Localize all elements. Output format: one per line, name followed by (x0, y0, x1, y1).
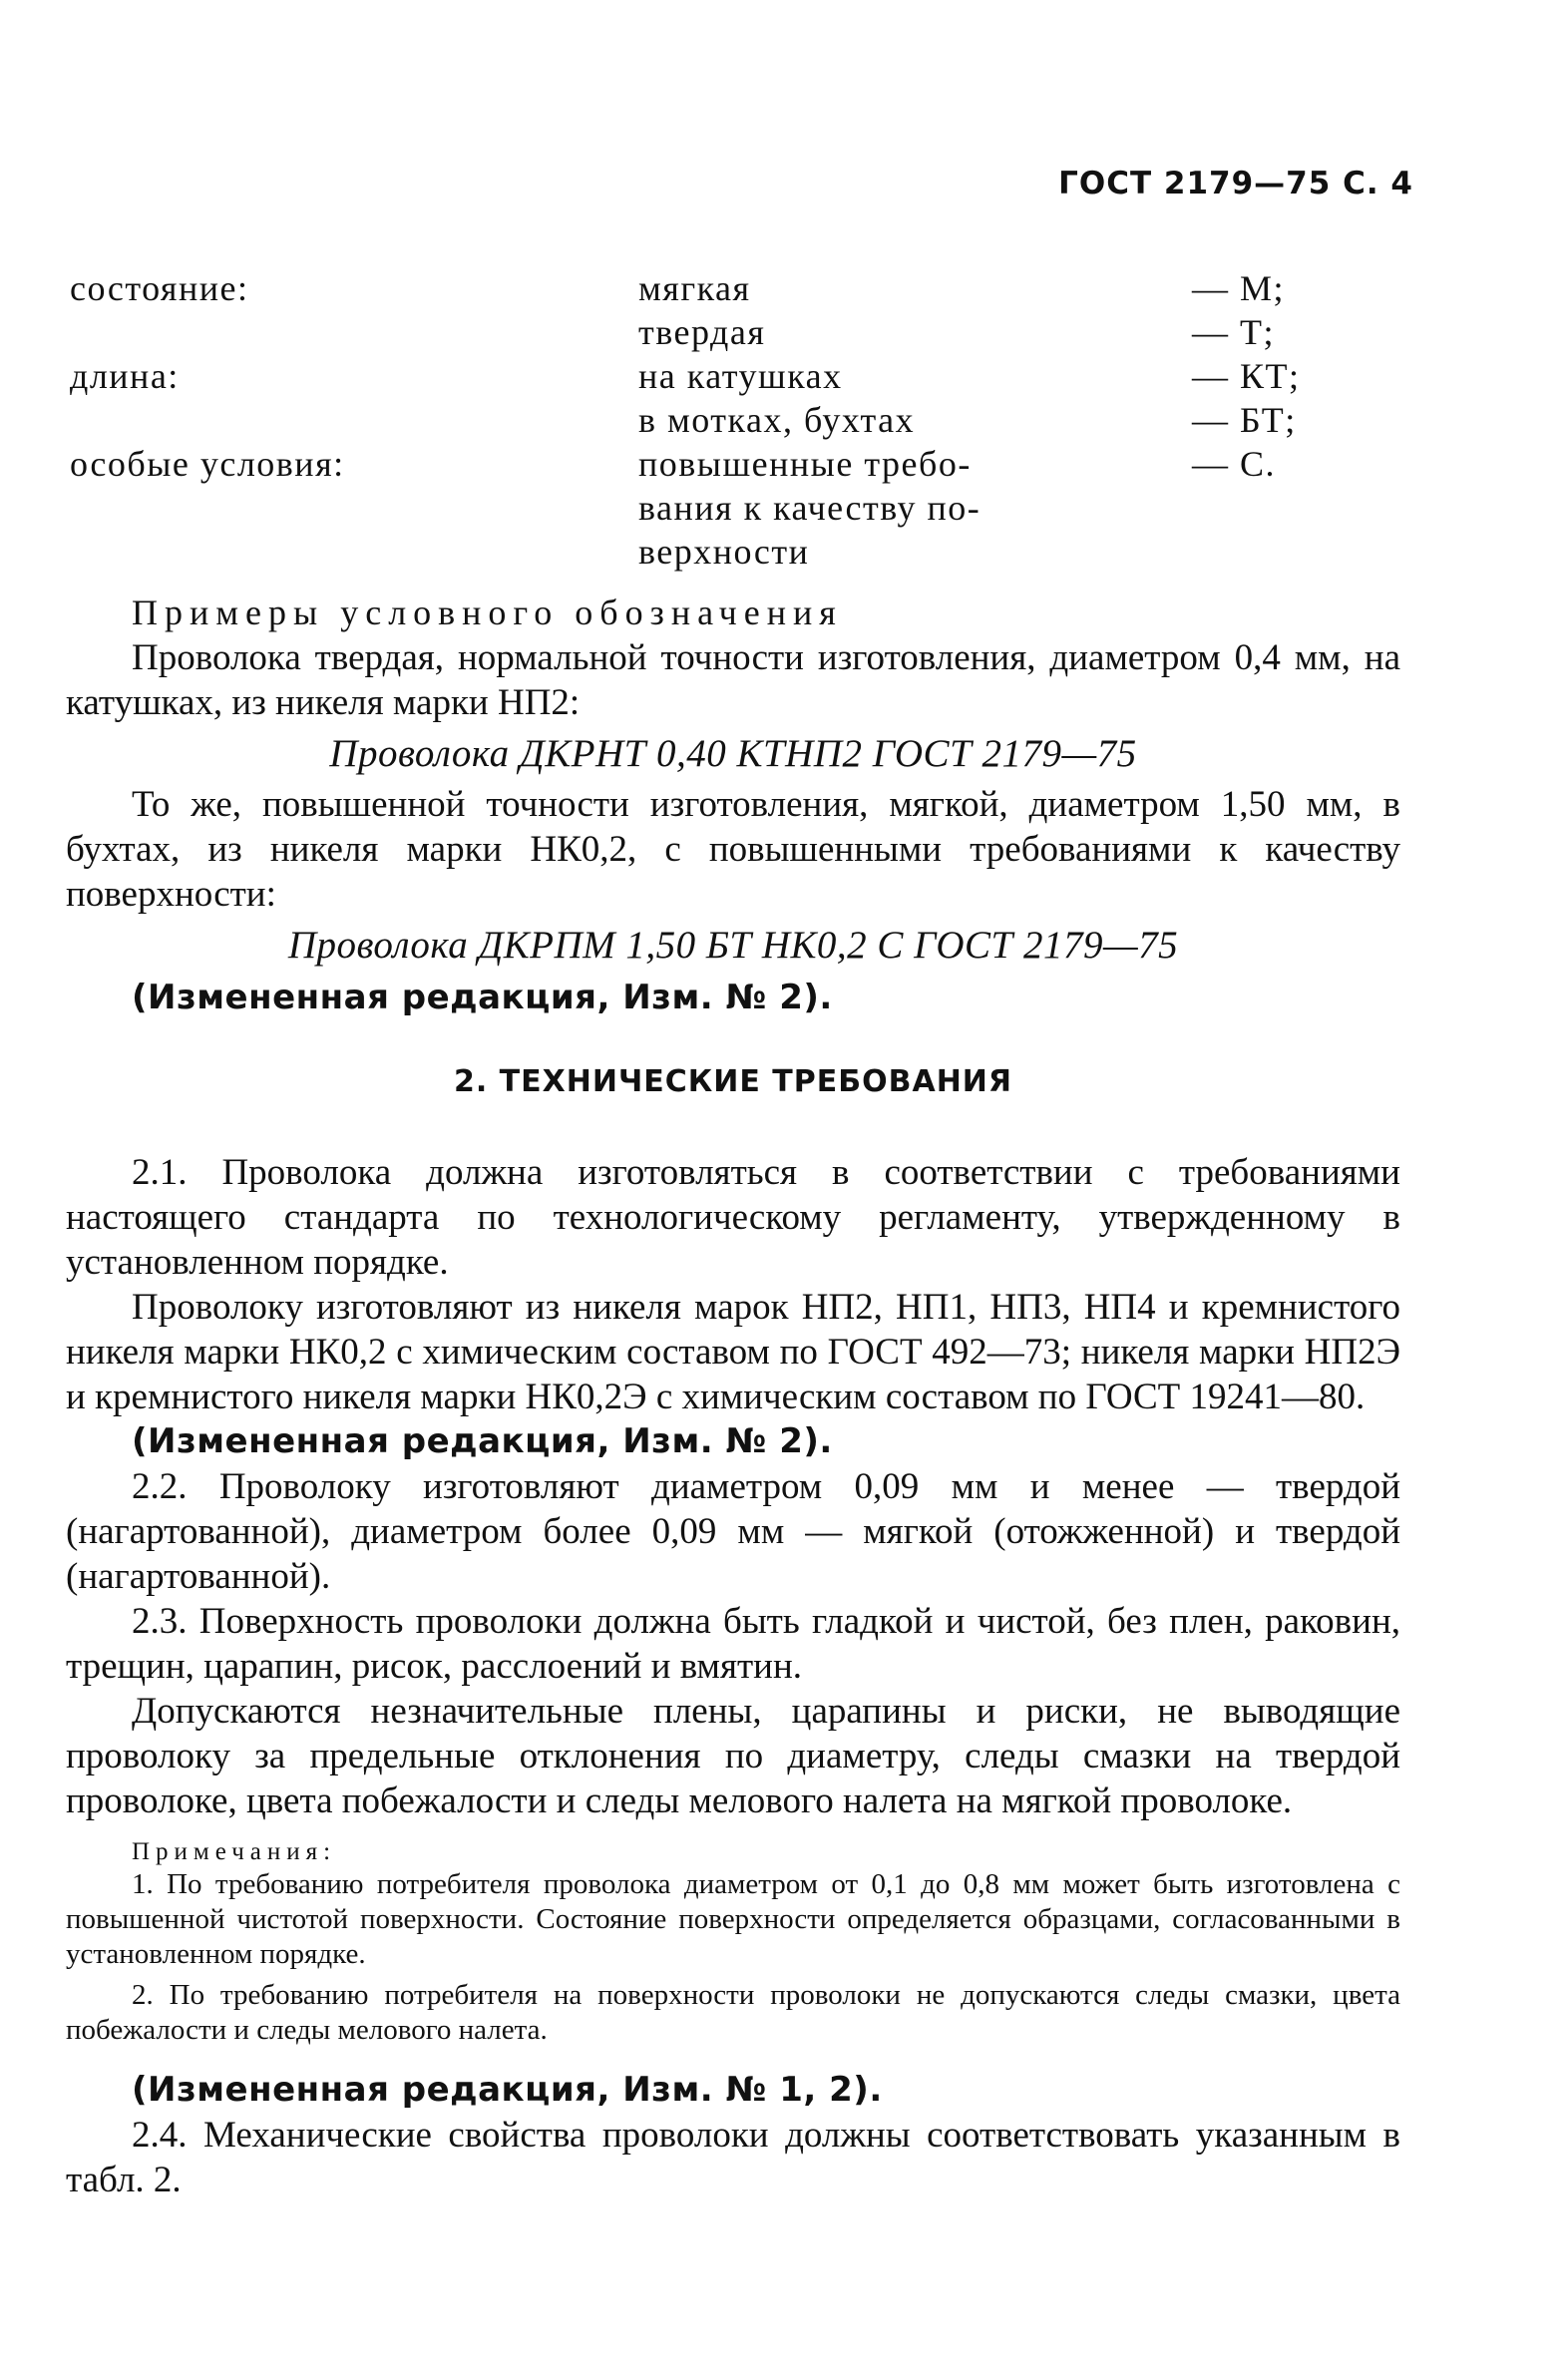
examples-title: Примеры условного обозначения (132, 592, 843, 632)
row-code: — С. (1192, 444, 1277, 484)
example-2-text: То же, повышенной точности изготовления, мягкой, диаметром 1,50 мм, в бухтах, из никеля марки НК0,2, с повышенными требованиями к качеству поверхности: (66, 784, 1400, 915)
example-2-designation: Проволока ДКРПМ 1,50 БТ НК0,2 С ГОСТ 2179—75 (287, 924, 1179, 967)
row-code: — М; (1192, 268, 1286, 308)
row-desc: верхности (638, 532, 810, 572)
row-desc: на катушках (638, 356, 843, 396)
examples-section (66, 591, 1400, 1020)
table-row (0, 399, 1568, 443)
example-1-text: Проволока твердая, нормальной точности изготовления, диаметром 0,4 мм, на катушках, из никеля марки НП2: (66, 637, 1400, 723)
clause-2-3-allowances: Допускаются незначительные плены, царапины и риски, не выводящие проволоку за предельные отклонения по диаметру, следы смазки на твердой проволоке, цвета побежалости и следы мелового налета на мягкой проволоке. (66, 1691, 1400, 1821)
row-label: длина: (70, 356, 180, 396)
section-heading: 2. ТЕХНИЧЕСКИЕ ТРЕБОВАНИЯ (453, 1064, 1013, 1099)
table-row (0, 487, 1568, 531)
note-2: 2. По требованию потребителя на поверхности проволоки не допускаются следы смазки, цвета побежалости и следы мелового налета. (66, 1979, 1400, 2046)
row-desc: вания к качеству по- (638, 488, 981, 528)
row-desc: твердая (638, 312, 766, 352)
amendment-note: (Измененная редакция, Изм. № 2). (132, 978, 833, 1017)
table-row (0, 531, 1568, 575)
clause-2-2: 2.2. Проволоку изготовляют диаметром 0,09 мм и менее — твердой (нагартованной), диаметром более 0,09 мм — мягкой (отожженной) и твердой (нагартованной). (66, 1466, 1400, 1597)
row-label: состояние: (70, 268, 249, 308)
notes (66, 1837, 1400, 2048)
clause-2-1-materials: Проволоку изготовляют из никеля марок НП2, НП1, НП3, НП4 и кремнистого никеля марки НК0,2 с химическим составом по ГОСТ 492—73; никеля марки НП2Э и кремнистого никеля марки НК0,2Э с химическим составом по ГОСТ 19241—80. (66, 1287, 1400, 1417)
row-label: особые условия: (70, 444, 345, 484)
row-desc: в мотках, бухтах (638, 400, 916, 440)
clause-2-3: 2.3. Поверхность проволоки должна быть гладкой и чистой, без плен, раковин, трещин, царапин, рисок, расслоений и вмятин. (66, 1601, 1400, 1687)
table-row (0, 311, 1568, 355)
clause-2-1: 2.1. Проволока должна изготовляться в соответствии с требованиями настоящего стандарта по технологическому регламенту, утвержденному в установленном порядке. (66, 1152, 1400, 1283)
table-row (0, 355, 1568, 399)
clause-2-4: 2.4. Механические свойства проволоки должны соответствовать указанным в табл. 2. (66, 2115, 1400, 2200)
table-row (0, 267, 1568, 311)
row-desc: повышенные требо- (638, 444, 972, 484)
row-code: — КТ; (1192, 356, 1301, 396)
amendment-note: (Измененная редакция, Изм. № 1, 2). (132, 2070, 883, 2110)
note-1: 1. По требованию потребителя проволока диаметром от 0,1 до 0,8 мм может быть изготовлена с повышенной чистотой поверхности. Состояние поверхности определяется образцами, согласованными в установленном порядке. (66, 1868, 1400, 1970)
example-1-designation: Проволока ДКРНТ 0,40 КТНП2 ГОСТ 2179—75 (329, 732, 1137, 775)
amendment-note: (Измененная редакция, Изм. № 2). (132, 1421, 833, 1461)
row-code: — Т; (1192, 312, 1275, 352)
notes-title: Примечания: (132, 1838, 337, 1865)
row-code: — БТ; (1192, 400, 1297, 440)
row-desc: мягкая (638, 268, 751, 308)
section-2 (66, 1059, 1400, 2202)
table-row (0, 443, 1568, 487)
page-header: ГОСТ 2179—75 С. 4 (1058, 166, 1413, 201)
